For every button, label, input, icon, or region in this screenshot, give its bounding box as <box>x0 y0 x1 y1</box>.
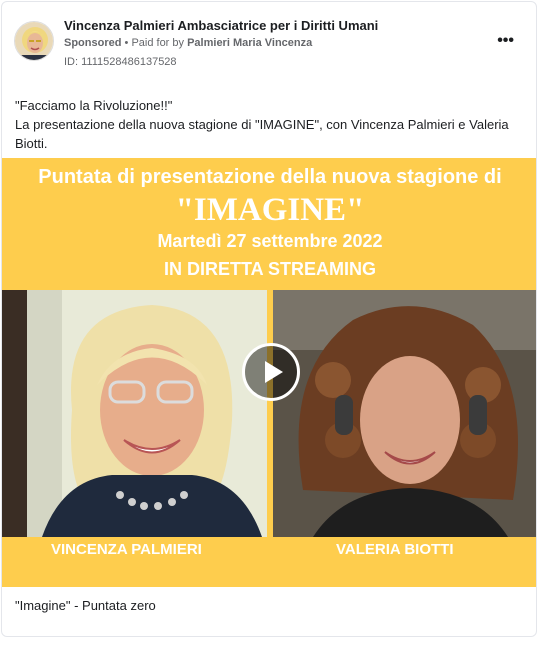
video-caption[interactable]: "Imagine" - Puntata zero <box>15 598 156 613</box>
meta-separator: • <box>124 37 129 49</box>
banner-show-title: "IMAGINE" <box>175 192 365 228</box>
name-label-left: VINCENZA PALMIERI <box>51 541 202 558</box>
post-text-line1: "Facciamo la Rivoluzione!!" <box>15 98 173 113</box>
more-options-icon[interactable]: ••• <box>497 32 514 49</box>
paid-for-name[interactable]: Palmieri Maria Vincenza <box>187 37 313 49</box>
paid-for-prefix: Paid for by <box>131 37 185 49</box>
page-name[interactable]: Vincenza Palmieri Ambasciatrice per i Diritti Umani <box>64 18 379 33</box>
ad-card <box>1 1 537 637</box>
photo-vincenza <box>2 290 267 537</box>
photo-valeria <box>273 290 537 537</box>
post-text-line2: La presentazione della nuova stagione di "IMAGINE", con Vincenza Palmieri e Valeria Biotti. <box>15 117 513 151</box>
library-id: ID: 1111528486137528 <box>64 56 177 68</box>
banner-streaming: IN DIRETTA STREAMING <box>164 259 376 279</box>
page-avatar[interactable] <box>14 21 54 61</box>
sponsor-line <box>64 37 312 49</box>
sponsored-label: Sponsored <box>64 37 122 49</box>
banner-headline: Puntata di presentazione della nuova stagione di <box>38 166 502 188</box>
post-text <box>15 96 515 153</box>
play-icon[interactable] <box>242 343 300 401</box>
banner-date: Martedì 27 settembre 2022 <box>157 231 383 251</box>
name-label-right: VALERIA BIOTTI <box>336 541 454 558</box>
video-thumbnail[interactable] <box>2 158 537 587</box>
